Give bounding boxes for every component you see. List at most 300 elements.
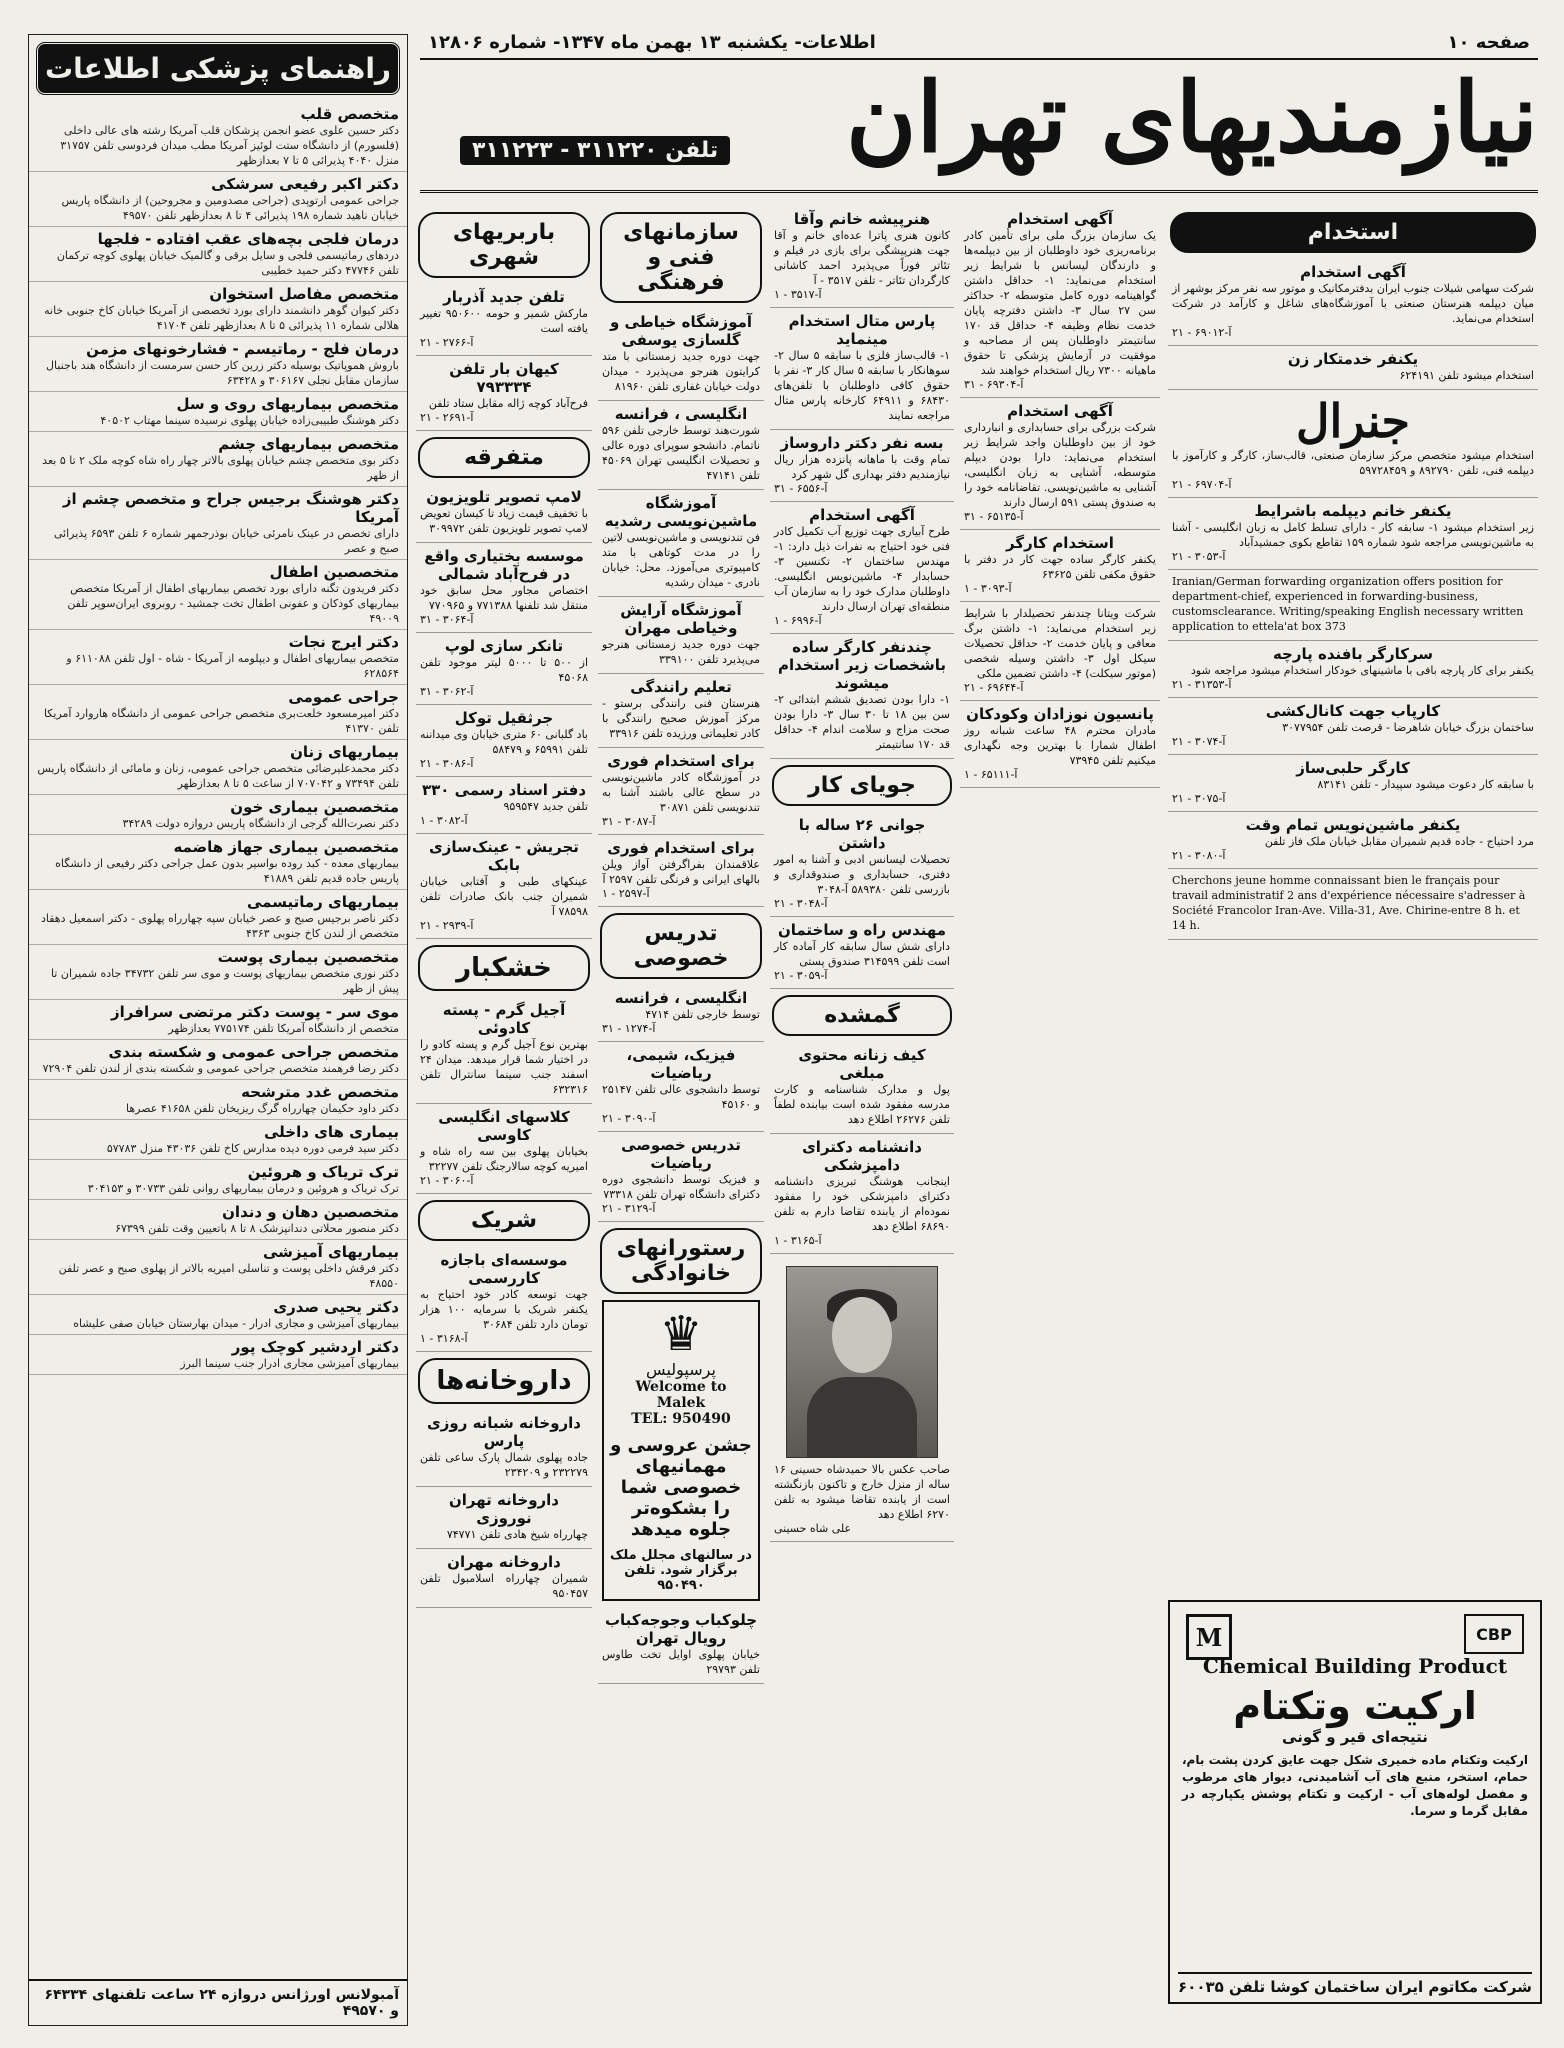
masthead-phones: تلفن ۳۱۱۲۲۰ - ۳۱۱۲۲۳ <box>460 136 730 165</box>
medical-entry <box>29 172 407 227</box>
section-heading: رستورانهای خانوادگی <box>600 1228 762 1294</box>
ad-title: برای استخدام فوری <box>607 839 755 857</box>
employment-ads <box>1168 259 1538 940</box>
classified-ad <box>598 490 764 597</box>
medical-entry-title: متخصصین اطفال <box>269 563 399 581</box>
medical-entry <box>29 630 407 685</box>
medical-entry <box>29 1295 407 1335</box>
ad-title: تعلیم رانندگی <box>630 678 732 696</box>
col3-ads <box>770 206 954 1542</box>
classified-ad <box>960 398 1160 530</box>
medical-entry-title: دکتر یحیی صدری <box>273 1298 399 1316</box>
section-heading: خشکبار <box>418 945 590 991</box>
ad-title: موسسه بختیاری واقع در فرح‌آباد شمالی <box>424 547 584 583</box>
ad-text: شرکت سهامی شیلات جنوب ایران بدفترمکانیک و موتور سه نفر مرکز بوشهر از میان دیپلمه هنرستان صنعتی با آموزشگاه‌های شاغل و کارآمد در شرکت استخدام می‌نماید. <box>1172 282 1534 325</box>
medical-entry <box>29 1120 407 1160</box>
ad-title: پانسیون نوزادان وکودکان <box>966 705 1154 723</box>
employment-heading: استخدام <box>1170 212 1536 253</box>
cbp-logo: CBP <box>1464 1614 1524 1654</box>
medical-entry-title: دکتر اردشیر کوچک پور <box>231 1338 399 1356</box>
ad-title: چلوکباب وجوجه‌کباب رویال تهران <box>604 1611 758 1647</box>
classified-ad <box>1168 570 1538 641</box>
ad-code: آ-۶۵۱۳۵ - ۳۱ <box>964 510 1024 523</box>
ad-code: آ-۳۰۶۴ - ۳۱ <box>420 613 474 626</box>
classified-ad <box>598 401 764 490</box>
ad-text: مادران محترم ۴۸ ساعت شبانه روز اطفال شمارا با بهترین وجه نگهداری میکنیم تلفن ۷۳۹۴۵ <box>964 724 1156 767</box>
ad-title: آگهی استخدام <box>1007 402 1113 420</box>
ad-code: آ-۳۱۶۵ - ۱ <box>774 1234 822 1247</box>
medical-entry-text: دکتر بوی متخصص چشم خیابان پهلوی بالاتر چهار راه شاه کوچه ملک ۲ تا ۵ بعد از ظهر <box>42 454 399 482</box>
col6-ads <box>416 284 592 1608</box>
medical-entry-title: متخصص قلب <box>300 105 399 123</box>
ad-code: آ-۶۹۹۶ - ۱ <box>774 614 822 627</box>
ad-text: شرکت بزرگی برای حسابداری و انبارداری خود از بین داوطلبان واجد شرایط زیر استخدام می‌نماید: دارا بودن دیپلم متوسطه، آشنایی به زبان انگلیسی، آشنایی به ماشین‌نویسی. تقاضانامه خود را به صندوق پستی ۵۹۱ ارسال دارند <box>964 421 1156 509</box>
ad-text: اینجانب هوشنگ تبریزی دانشنامه دکترای دامپزشکی خود را مفقود نموده‌ام از یابنده تقاضا دارم به تلفن ۶۸۶۹۰ اطلاع دهد <box>774 1175 950 1233</box>
ad-code: آ-۳۰۸۶ - ۲۱ <box>420 757 474 770</box>
ad-title: یکنفر ماشین‌نویس تمام وقت <box>1245 816 1461 834</box>
ad-title: آگهی استخدام <box>1300 263 1406 281</box>
classified-ad <box>416 777 592 834</box>
ad-text: یکنفر برای کار پارچه بافی با ماشینهای خودکار استخدام میشود مراجعه شود <box>1190 664 1534 677</box>
medical-entry <box>29 1000 407 1040</box>
ad-title: جنرال <box>1296 394 1410 448</box>
classified-ad <box>416 705 592 777</box>
ad-text: ۱- قالب‌ساز فلزی با سابقه ۵ سال ۲- سوهانکار با سابقه ۵ سال کار ۳- نفر با حقوق کافی داوطلبان با تلفن‌های ۶۸۴۳۰ و ۶۴۹۱۱ کارخانه پارس متال مراجعه نمایند <box>774 349 950 422</box>
medical-entry-text: دکتر امیرمسعود خلعت‌بری متخصص جراحی عمومی از دانشگاه هاروارد آمریکا تلفن ۴۱۳۷۰ <box>43 707 399 735</box>
ad-code: آ-۳۰۹۰ - ۲۱ <box>602 1112 656 1125</box>
medical-entry-title: متخصص غدد مترشحه <box>241 1083 399 1101</box>
ad-code: آ-۳۵۱۷ - ۱ <box>774 288 822 301</box>
ad-text: تمام وقت با ماهانه پانزده هزار ریال نیازمندیم دفتر بهداری گل شهر کرد <box>774 453 950 481</box>
medical-entry-text: دکتر سید فرمی دوره دیده مدارس کاخ تلفن ۴۳۰۳۶ منزل ۵۷۷۸۳ <box>106 1142 399 1155</box>
ad-text: ۱- دارا بودن تصدیق ششم ابتدائی ۲- سن بین ۱۸ تا ۳۰ سال ۳- دارا بودن صحت مزاج و سلامت اندام ۴- حداقل قد ۱۷۰ سانتیمتر <box>774 693 951 751</box>
medical-entry-title: بیماریهای رماتیسمی <box>246 893 399 911</box>
ad-title: دفتر اسناد رسمی ۳۳۰ <box>421 781 587 799</box>
chem-ad-en-title: Chemical Building Product <box>1202 1654 1508 1678</box>
masthead-title: نیازمندیهای تهران <box>846 61 1538 174</box>
ad-title: هنرپیشه خانم وآقا <box>793 210 931 228</box>
ad-text: Iranian/German forwarding organization offers position for department-chief, experienced in forwarding-business, customsclearance. Writing/speaking English necessary written application to ettela'at box 373 <box>1172 575 1524 633</box>
ad-title: یکنفر خانم دیپلمه باشرایط <box>1254 502 1452 520</box>
ad-title: کارگر حلبی‌ساز <box>1296 759 1410 777</box>
classified-ad <box>770 1254 954 1542</box>
section-heading: داروخانه‌ها <box>418 1358 590 1404</box>
ad-text: شمیران چهارراه اسلامبول تلفن ۹۵۰۴۵۷ <box>420 1572 588 1600</box>
ad-code: آ-۳۰۷۵ - ۲۱ <box>1172 792 1226 805</box>
medical-entry-text: دکتر فرقش داخلی پوست و تناسلی امیریه بالاتر از پهلوی صبح و عصر تلفن ۴۸۵۵۰ <box>58 1262 399 1290</box>
medical-entry-title: جراحی عمومی <box>288 688 399 706</box>
classified-ad <box>1168 641 1538 698</box>
ad-text: یکنفر کارگر ساده جهت کار در دفتر با حقوق مکفی تلفن ۶۳۶۲۵ <box>964 553 1156 581</box>
ad-title: آگهی استخدام <box>1007 210 1113 228</box>
classified-ad <box>1168 812 1538 869</box>
restaurant-slogan: جشن عروسی و مهمانیهای خصوصی شما را بشکوه‌تر جلوه میدهد <box>610 1435 752 1540</box>
ad-title: مهندس راه و ساختمان <box>777 921 947 939</box>
col4-ads <box>598 309 764 1684</box>
ad-title: لامپ تصویر تلویزیون <box>426 488 582 506</box>
ad-title: داروخانه تهران نوروزی <box>448 1491 559 1527</box>
ad-text: باد گلبانی ۶۰ متری خیابان وی میداننه تلفن ۶۵۹۹۱ و ۵۸۴۷۹ <box>419 728 588 756</box>
culture-heading: سازمانهای فنی و فرهنگی <box>600 212 762 303</box>
classified-ad <box>598 674 764 748</box>
ad-text: توسط خارجی تلفن ۴۷۱۴ <box>645 1008 760 1021</box>
ad-code: آ-۱۲۷۴ - ۳۱ <box>602 1022 656 1035</box>
ad-title: کیهان بار تلفن ۷۹۳۳۳۴ <box>449 360 559 396</box>
ad-title: داروخانه مهران <box>447 1553 561 1571</box>
medical-entry <box>29 945 407 1000</box>
medical-entry-text: بیماریهای آمیزشی و مجاری ادرار - میدان بهارستان خیابان صفی علیشاه <box>73 1317 399 1330</box>
classified-ad <box>770 206 954 308</box>
medical-entry-title: دکتر اکبر رفیعی سرشکی <box>211 175 399 193</box>
ad-title: فیزیک، شیمی، ریاضیات <box>626 1046 736 1082</box>
ad-text: مارکش شمیر و حومه ۹۵۰۶۰۰ تغییر یافته است <box>420 307 588 335</box>
medical-entry-text: دکتر کیوان گوهر دانشمند دارای بورد تخصصی از آمریکا خیابان کاخ جنوبی خانه هلالی شماره ۱۱ پذیرائی ۵ تا ۸ بعدازظهر تلفن ۴۱۷۰۴ <box>44 304 399 332</box>
classified-ad <box>598 748 764 835</box>
medical-entry <box>29 1200 407 1240</box>
medical-entry-title: متخصصین دهان و دندان <box>222 1203 399 1221</box>
medical-entry <box>29 890 407 945</box>
ad-title: پارس متال استخدام مینماید <box>788 312 936 348</box>
classified-ad <box>416 834 592 939</box>
medical-entry-text: دردهای رماتیسمی فلجی و سایل برقی و گالمیک خیابان پهلوی کوچه ترکمان تلفن ۴۷۷۴۶ دکتر حمید خطیبی <box>56 249 399 277</box>
chem-ad-fa-title: ارکیت وتکتام <box>1233 1684 1477 1728</box>
ad-text: صاحب عکس بالا حمیدشاه حسینی ۱۶ ساله از منزل خارج و تاکنون بازنگشته است از یابنده تقاضا میشود به تلفن ۶۲۷۰ اطلاع دهد <box>774 1463 950 1521</box>
classified-ad <box>416 543 592 633</box>
ad-code: آ-۳۰۸۲ - ۱ <box>420 814 468 827</box>
chem-ad-subtitle: نتیجه‌ای قیر و گونی <box>1282 1728 1428 1746</box>
ad-text: Cherchons jeune homme connaissant bien le français pour travail administratif 2 ans d'expérience nécessaire s'adresser à Société Francolor Iran-Ave. Villa-31, Ave. Chirine-entre 8 h. et 14 h. <box>1172 874 1526 932</box>
medical-entries <box>29 102 407 1375</box>
ad-title: تدریس خصوصی ریاضیات <box>621 1136 741 1172</box>
ad-title: استخدام کارگر <box>1006 534 1114 552</box>
ambulance-footer: آمبولانس اورژانس دروازه ۲۴ ساعت تلفنهای ۶۴۳۳۴ و ۴۹۵۷۰ <box>29 1979 407 2025</box>
ad-title: موسسه‌ای باجازه کاررسمی <box>440 1251 568 1287</box>
medical-entry <box>29 560 407 630</box>
medical-entry <box>29 795 407 835</box>
ad-title: یکنفر خدمتکار زن <box>1287 350 1419 368</box>
classified-ad <box>598 985 764 1042</box>
restaurant-tel: TEL: 950490 <box>631 1411 731 1427</box>
ad-text: تحصیلات لیسانس ادبی و آشنا به امور دفتری، حسابداری و صندوقداری و بازرسی تلفن ۵۸۹۳۸۰ آ-۳۰۴۸ <box>774 853 950 896</box>
classified-ad <box>598 597 764 674</box>
medical-entry <box>29 102 407 172</box>
classified-ad <box>416 1410 592 1487</box>
ads-column-2 <box>960 206 1160 1596</box>
ad-text: با تخفیف قیمت زیاد تا کیسان تعویض لامپ تصویر تلویزیون تلفن ۳۰۹۹۷۲ <box>420 507 588 535</box>
medical-entry <box>29 740 407 795</box>
section-heading: تدریس خصوصی <box>600 913 762 979</box>
ads-column-4 <box>598 206 764 2024</box>
medical-entry-title: دکتر هوشنگ برجیس جراح و متخصص چشم از آمریکا <box>62 490 399 526</box>
medical-entry-text: دکتر منصور محلاتی دندانپزشک ۸ تا ۸ باتعیین وقت تلفن ۶۷۳۹۹ <box>115 1222 399 1235</box>
medical-entry <box>29 1160 407 1200</box>
ad-text: استخدام میشود تلفن ۶۲۴۱۹۱ <box>1399 369 1534 382</box>
classified-ad <box>770 308 954 430</box>
classified-ad <box>770 812 954 917</box>
classified-ad <box>416 484 592 543</box>
ad-text: فرح‌آباد کوچه ژاله مقابل ستاد تلفن <box>428 397 588 410</box>
medical-entry <box>29 1240 407 1295</box>
ad-title: آجیل گرم - پسته کادوئی <box>442 1001 566 1037</box>
ad-code: آ-۳۰۶۰ - ۲۱ <box>420 1174 474 1187</box>
ad-title: آموزشگاه ماشین‌نویسی رشدیه <box>604 494 758 530</box>
ad-text: جهت دوره جدید زمستانی با متد کرایتون هنرجو می‌پذیرد - میدان دولت خیابان غفاری تلفن ۸۱۹۶۰ <box>602 350 760 393</box>
ad-text: شورت‌هند توسط خارجی تلفن ۵۹۶ ناتمام. دانشجو سوپرای دوره عالی و تحصیلات انگلیسی تهران ۴۵۰۶۹ تلفن ۴۷۱۴۱ <box>602 424 760 482</box>
ad-code: آ-۳۰۵۹ - ۲۱ <box>774 969 828 982</box>
ad-code: آ-۶۹۰۱۲ - ۲۱ <box>1172 326 1232 339</box>
ad-title: تانکر سازی لوپ <box>444 637 564 655</box>
ad-title: آموزشگاه خیاطی و گلسازی یوسفی <box>609 313 753 349</box>
ad-text: شرکت ویتانا چندنفر تحصیلدار با شرایط زیر استخدام می‌نماید: ۱- داشتن برگ معافی و پایان خدمت ۲- حداقل تحصیلات سیکل اول ۳- داشتن وسیله شخصی (موتور سیکلت) ۴- داشتن تضمین ملکی <box>964 607 1157 680</box>
medical-entry <box>29 227 407 282</box>
ad-code: آ-۲۶۹۱ - ۲۱ <box>420 411 474 424</box>
ad-title: تلفن جدید آذربار <box>443 288 565 306</box>
ad-text: اختصاص مجاور محل سابق خود منتقل شد تلفنها ۷۷۱۳۸۸ و ۷۷۰۹۶۵ <box>420 584 588 612</box>
ad-title: داروخانه شبانه روزی پارس <box>427 1414 581 1450</box>
section-heading: جویای کار <box>772 765 952 806</box>
medical-entry-text: بیماریهای معده - کبد روده بواسیر بدون عمل جراحی دکتر رفیعی از دانشگاه پاریس جاده قدیم تلفن ۴۱۸۸۹ <box>55 857 399 885</box>
ad-title: انگلیسی ، فرانسه <box>614 405 748 423</box>
ad-code: آ-۳۰۸۰ - ۲۱ <box>1172 849 1226 862</box>
dateline-bar <box>420 30 1538 60</box>
ad-text: یک سازمان بزرگ ملی برای تأمین کادر برنامه‌ریزی خود داوطلبان از بین دیپلمه‌ها و دارندگان لیسانس با شرایط زیر استخدام می‌نماید: ۱- حداقل داشتن گواهینامه دوره کامل متوسطه ۲- حداکثر سن ۲۷ سال ۳- داشتن دفترچه پایان خدمت نظام وظیفه ۴- حداقل قد ۱۷۰ سانتیمتر داوطلبان پس از مصاحبه و موفقیت در آزمایش پزشکی تا حقوق ماهیانه ۷۳۰۰ ریال استخدام خواهند شد <box>964 229 1157 377</box>
ad-code: آ-۲۵۹۷ - ۱ <box>602 887 650 900</box>
restaurant-en-slogan: Welcome to Malek <box>635 1379 727 1411</box>
classified-ad <box>960 206 1160 398</box>
medical-entry-text: دارای تخصص در عینک نامرئی خیابان بوذرجمهر شماره ۶ تلفن ۶۵۹۳ پذیرائی صبح و عصر <box>53 527 399 555</box>
medical-entry-text: باروش هموپاتیک بوسیله دکتر زرین کار حسن سرمست از دانشگاه هند باجنبال سازمان مقابل نجلی ۳۰۶۱۶۷ و ۶۳۴۲۸ <box>46 359 399 387</box>
medical-entry-text: دکتر فریدون تگنه دارای بورد تخصص بیماریهای اطفال از آمریکا متخصص بیماریهای کودکان و عفونی اطفال تخت جمشید - روبروی ایران‌سوپر تلفن ۴۹۰۰۹ <box>67 582 399 625</box>
ad-title: کارپاب جهت کانال‌کشی <box>1265 702 1441 720</box>
medical-entry-text: دکتر ناصر برجیس صبح و عصر خیابان سپه چهارراه پهلوی - دکتر اسمعیل دهقاد متخصص از لندن کاخ جنوبی ۴۳۶۳ <box>40 912 399 940</box>
medical-entry-text: متخصص بیماریهای اطفال و دیپلومه از آمریکا - شاه - اول تلفن ۶۱۱۰۸۸ و ۶۲۸۵۶۴ <box>66 652 399 680</box>
classified-ad <box>416 1104 592 1194</box>
ad-title: تجریش - عینک‌سازی بابک <box>429 838 579 874</box>
ad-title: کیف زنانه محتوی مبلغی <box>798 1046 926 1082</box>
medical-entry-title: متخصصین بیماری خون <box>230 798 399 816</box>
ad-text: فن تندنویسی و ماشین‌نویسی لاتین را در مدت کوتاهی با متد کامپیوتری می‌آموزد. محل: خیابان نادری - میدان رشدیه <box>602 531 760 589</box>
ad-text: جهت دوره جدید زمستانی هنرجو می‌پذیرد تلفن ۳۳۹۱۰۰ <box>602 638 760 666</box>
ad-text: بخیابان پهلوی بین سه راه شاه و امیریه کوچه سالارجنگ تلفن ۳۲۲۷۷ <box>420 1145 588 1173</box>
classified-ad <box>1168 390 1538 498</box>
medical-entry-text: متخصص از دانشگاه آمریکا تلفن ۷۷۵۱۷۴ بعدازظهر <box>168 1022 399 1035</box>
classified-ad <box>1168 346 1538 390</box>
ad-code: آ-۳۱۳۵۳ - ۲۱ <box>1172 678 1232 691</box>
ad-text: طرح آبیاری جهت توزیع آب تکمیل کادر فنی خود احتیاج به نفرات ذیل دارد: ۱- مهندس ساختمان ۲- تکنسین ۳- حسابدار ۴- ماشین‌نویس انگلیسی. داوطلبان مدارک خود را به سازمان آب منطقه‌ای تهران ارسال دارند <box>774 525 950 613</box>
medical-entry-text: دکتر نصرت‌الله گرجی از دانشگاه پاریس دروازه دولت ۳۴۲۸۹ <box>122 817 399 830</box>
chemical-building-product-ad <box>1168 1600 1542 2004</box>
classified-ad <box>770 634 954 759</box>
ad-text: توسط دانشجوی عالی تلفن ۲۵۱۴۷ و ۴۵۱۶۰ <box>602 1083 760 1111</box>
page-number: صفحه ۱۰ <box>1447 32 1530 53</box>
photo-body <box>807 1377 917 1457</box>
ad-code: آ-۳۱۲۹ - ۲۱ <box>602 1202 656 1215</box>
medical-entry-title: متخصص بیماریهای روی و سل <box>176 395 399 413</box>
ad-text: پول و مدارک شناسنامه و کارت مدرسه مفقود شده است بیابنده لطفاً تلفن ۲۶۲۷۶ اطلاع دهد <box>774 1083 950 1126</box>
classified-ad <box>770 1042 954 1134</box>
medical-entry-title: متخصص بیماریهای چشم <box>218 435 399 453</box>
ad-code: آ-۲۷۶۶ - ۲۱ <box>420 336 474 349</box>
movers-heading: باربریهای شهری <box>418 212 590 278</box>
classified-ad <box>598 835 764 907</box>
medical-entry-text: دکتر داود حکیمان چهارراه گرگ ریزیخان تلفن ۴۱۶۵۸ عصرها <box>125 1102 399 1115</box>
classified-ad <box>960 602 1160 701</box>
ad-code: آ-۳۰۵۳ - ۲۱ <box>1172 550 1226 563</box>
medical-entry-title: بیماریهای آمیزشی <box>262 1243 399 1261</box>
ad-code: آ-۳۰۸۷ - ۳۱ <box>602 815 656 828</box>
col2-ads <box>960 206 1160 788</box>
medical-entry-title: متخصص جراحی عمومی و شکسته بندی <box>108 1043 399 1061</box>
ad-code: آ-۳۰۹۳ - ۱ <box>964 582 1012 595</box>
medical-entry-title: دکتر ایرج نجات <box>288 633 399 651</box>
medical-entry-text: دکتر هوشنگ طبیبی‌زاده خیابان پهلوی نرسیده سینما مهتاب ۴۰۵۰۲ <box>100 414 399 427</box>
medical-entry-title: بیماری های داخلی <box>264 1123 399 1141</box>
medical-entry-text: دکتر حسین علوی عضو انجمن پزشکان قلب آمریکا رشته های عالی داخلی (فلسورم) از دانشگاه ستت لوئیز آمریکا مطب میدان فردوسی تلفن ۳۱۷۵۷ منزل ۴۰۴۰ پذیرائی ۵ تا ۷ بعدازظهر <box>60 124 399 167</box>
classified-ad <box>598 1132 764 1222</box>
medical-entry-title: درمان فلج - رماتیسم - فشارخونهای مزمن <box>86 340 399 358</box>
medical-entry-text: ترک تریاک و هروئین و درمان بیماریهای روانی تلفن ۳۰۷۳۳ و ۳۰۴۱۵۳ <box>87 1182 399 1195</box>
ad-code: آ-۶۵۵۶ - ۳۱ <box>774 482 828 495</box>
ad-code: علی شاه حسینی <box>774 1522 852 1535</box>
classified-ad <box>1168 259 1538 346</box>
ad-text: هنرستان فنی رانندگی برستو - مرکز آموزش صحیح رانندگی با کادر تعلیماتی ورزیده تلفن ۳۳۹۱۶ <box>602 697 760 740</box>
ad-title: بسه نفر دکتر داروساز <box>780 434 944 452</box>
restaurant-ad <box>602 1300 760 1601</box>
medical-entry <box>29 432 407 487</box>
classified-ad <box>770 917 954 989</box>
classified-ad <box>416 1247 592 1352</box>
medical-entry <box>29 337 407 392</box>
medical-entry-title: بیماریهای زنان <box>290 743 399 761</box>
crown-icon: ♛ <box>659 1306 703 1362</box>
masthead <box>420 61 1538 193</box>
ad-title: جوانی ۲۶ ساله با داشتن <box>798 816 926 852</box>
ad-code: آ-۶۹۳۰۴ - ۳۱ <box>964 378 1024 391</box>
ad-code: آ-۳۰۶۲ - ۳۱ <box>420 685 474 698</box>
classified-ad <box>416 284 592 356</box>
restaurant-name: پرسپولیس <box>646 1360 716 1379</box>
ad-title: انگلیسی ، فرانسه <box>614 989 748 1007</box>
classified-ad <box>1168 698 1538 755</box>
ad-text: بهترین نوع آجیل گرم و پسته کادو را در اختیار شما قرار میدهد. میدان ۲۴ اسفند جنب سینما سانترال تلفن ۶۳۲۳۱۶ <box>420 1038 588 1096</box>
ad-text: زیر استخدام میشود ۱- سابقه کار - دارای تسلط کامل به زبان انگلیسی - آشنا به ماشین‌نویسی مراجعه شود شماره ۱۵۹ تقاطع بکوی جمشیدآباد <box>1172 521 1534 549</box>
ad-text: خیابان پهلوی اوایل تخت طاوس تلفن ۲۹۷۹۳ <box>602 1648 760 1676</box>
ad-code: آ-۳۰۴۸ - ۲۱ <box>774 897 828 910</box>
ad-title: سرکارگر بافنده پارچه <box>1272 645 1434 663</box>
chem-ad-footer: شرکت مکاتوم ایران ساختمان کوشا تلفن ۶۰۰۳۵ <box>1178 1972 1532 1996</box>
medical-entry <box>29 1335 407 1375</box>
medical-entry-title: درمان فلجی بچه‌های عقب افتاده - فلجها <box>97 230 399 248</box>
ad-code: آ-۳۰۷۴ - ۲۱ <box>1172 735 1226 748</box>
medical-entry <box>29 282 407 337</box>
ad-code: آ-۶۹۷۰۴ - ۲۱ <box>1172 478 1232 491</box>
medical-entry <box>29 392 407 432</box>
photo-face <box>832 1297 892 1373</box>
ad-title: کلاسهای انگلیسی کاوسی <box>438 1108 570 1144</box>
ad-text: چهارراه شیخ هادی تلفن ۷۴۷۷۱ <box>446 1528 588 1541</box>
ad-text: عینکهای طبی و آفتابی خیابان شمیران جنب بانک صادرات تلفن ۷۸۵۹۸ آ <box>420 875 588 918</box>
ad-text: جاده پهلوی شمال پارک ساعی تلفن ۲۳۲۲۷۹ و ۲۳۴۲۰۹ <box>420 1451 588 1479</box>
issue-date: اطلاعات- یکشنبه ۱۳ بهمن ماه ۱۳۴۷- شماره ۱۲۸۰۶ <box>428 32 876 53</box>
ad-text: استخدام میشود متخصص مرکز سازمان صنعتی، قالب‌ساز، کارگر و کارآموز با دیپلمه فنی، تلفن ۸۹۲۷۹۰ و ۵۹۷۲۸۴۵۹ <box>1172 449 1534 477</box>
ad-text: تلفن جدید ۹۵۹۵۴۷ <box>503 800 588 813</box>
medical-guide-column <box>28 34 408 2026</box>
section-heading: شریک <box>418 1200 590 1241</box>
classified-ad <box>1168 755 1538 812</box>
restaurant-footer: در سالنهای مجلل ملک برگزار شود. تلفن ۹۵۰۴۹۰ <box>610 1548 752 1593</box>
classified-ad <box>1168 498 1538 570</box>
medical-entry <box>29 487 407 560</box>
classified-ad <box>416 633 592 705</box>
medical-entry-text: جراحی عمومی ارتوپدی (جراحی مصدومین و مجروحین) از دانشگاه پاریس خیابان ناهید شماره ۱۹۸ پذیرائی ۴ تا ۸ بعدازظهر تلفن ۴۹۵۷۰ <box>61 194 399 222</box>
ad-text: جهت توسعه کادر خود احتیاج به یکنفر شریک با سرمایه ۱۰۰ هزار تومان دارد تلفن ۳۰۶۸۴ <box>420 1288 588 1331</box>
ad-text: با سابقه کار دعوت میشود سپیدار - تلفن ۸۳۱۴۱ <box>1317 778 1534 791</box>
ad-title: چندنفر کارگر ساده باشخصات زیر استخدام میشوند <box>778 638 946 692</box>
ad-text: ساختمان بزرگ خیابان شاهرضا - قرصت تلفن ۳۰۷۷۹۵۴ <box>1282 721 1534 734</box>
mekaleum-logo: M <box>1186 1614 1232 1660</box>
medical-entry-text: دکتر محمدعلیرضائی متخصص جراحی عمومی، زنان و مامائی از دانشگاه پاریس تلفن ۷۳۴۹۴ و ۷۰۷۰۴۲ از ساعت ۵ تا ۸ بعدازظهر <box>37 762 399 790</box>
classified-ad <box>1168 869 1538 940</box>
classified-ad <box>598 309 764 401</box>
ad-code: آ-۶۹۶۴۴ - ۲۱ <box>964 681 1024 694</box>
medical-entry-title: موی سر - پوست دکتر مرتضی سرافراز <box>111 1003 399 1021</box>
ad-text: در آموزشگاه کادر ماشین‌نویسی در سطح عالی باشند آشنا به تندنویسی تلفن ۳۰۸۷۱ <box>602 771 760 814</box>
ad-text: مرد احتیاج - جاده قدیم شمیران مقابل خیابان ملک فاز تلفن <box>1264 835 1534 848</box>
classified-ad <box>416 1549 592 1608</box>
medical-entry <box>29 1080 407 1120</box>
medical-entry <box>29 835 407 890</box>
medical-entry-text: دکتر رضا فرهمند متخصص جراحی عمومی و شکسته بندی از لندن تلفن ۷۲۹۰۴ <box>42 1062 399 1075</box>
ad-text: دارای شش سال سابقه کار آماده کار است تلفن ۳۱۴۵۹۹ صندوق پستی <box>774 940 950 968</box>
classified-ad <box>416 997 592 1104</box>
ads-column-3 <box>770 206 954 2024</box>
ad-code: آ-۶۵۱۱۱ - ۱ <box>964 768 1018 781</box>
classified-ad <box>960 530 1160 602</box>
classified-ad <box>960 701 1160 788</box>
medical-entry-title: متخصصین بیماری پوست <box>217 948 399 966</box>
ad-text: علاقمندان بفراگرفتن آواز ویلن بالهای ایرانی و فرنگی تلفن ۲۵۹۷ آ <box>602 858 760 886</box>
ads-column-6 <box>416 206 592 2024</box>
section-heading: گمشده <box>772 995 952 1036</box>
ad-title: جرثقیل توکل <box>454 709 554 727</box>
classified-ad <box>598 1607 764 1684</box>
ad-title: آموزشگاه آرایش وخیاطی مهران <box>620 601 742 637</box>
medical-entry-title: متخصص مفاصل استخوان <box>209 285 399 303</box>
medical-entry-title: متخصصین بیماری جهاز هاضمه <box>173 838 399 856</box>
chem-ad-body: ارکیت وتکتام ماده خمیری شکل جهت عایق کردن پشت بام، حمام، استخر، منبع های آب آشامیدنی، دیوار های مرطوب و مفصل لوله‌های آب - ارکیت و تکتام پوشش یکپارچه در مقابل گرما و سرما. <box>1182 1753 1528 1818</box>
section-heading: متفرقه <box>418 437 590 478</box>
ad-code: آ-۲۹۳۹ - ۲۱ <box>420 919 474 932</box>
medical-entry <box>29 685 407 740</box>
ad-text: کانون هنری پاترا عده‌ای خانم و آقا جهت هنرپیشگی برای بازی در فیلم و تئاتر فوراً می‌پذیرد احمد کاشانی کارگردان تئاتر - تلفن ۳۵۱۷ - آ <box>774 229 950 287</box>
classified-ad <box>416 356 592 431</box>
medical-entry-text: بیماریهای آمیزشی مجاری ادرار جنب سینما البرز <box>180 1357 399 1370</box>
classified-ad <box>770 502 954 634</box>
medical-entry-text: دکتر نوری متخصص بیماریهای پوست و موی سر تلفن ۳۴۷۳۲ جاده شمیران تا پیش از ظهر <box>50 967 399 995</box>
classified-ad <box>770 1134 954 1254</box>
ad-title: برای استخدام فوری <box>607 752 755 770</box>
ad-code: آ-۳۱۶۸ - ۱ <box>420 1332 468 1345</box>
ad-title: دانشنامه دکترای دامپزشکی <box>802 1138 922 1174</box>
ad-title: آگهی استخدام <box>809 506 915 524</box>
classified-ad <box>598 1042 764 1132</box>
ad-text: از ۵۰۰ تا ۵۰۰۰ لیتر موجود تلفن ۴۵۰۶۸ <box>420 656 589 684</box>
medical-guide-title: راهنمای پزشکی اطلاعات <box>35 41 401 96</box>
classified-ad <box>770 430 954 502</box>
medical-entry-title: ترک تریاک و هروئین <box>247 1163 399 1181</box>
medical-entry <box>29 1040 407 1080</box>
ad-text: و فیزیک توسط دانشجوی دوره دکترای دانشگاه تهران تلفن ۷۳۳۱۸ <box>602 1173 760 1201</box>
